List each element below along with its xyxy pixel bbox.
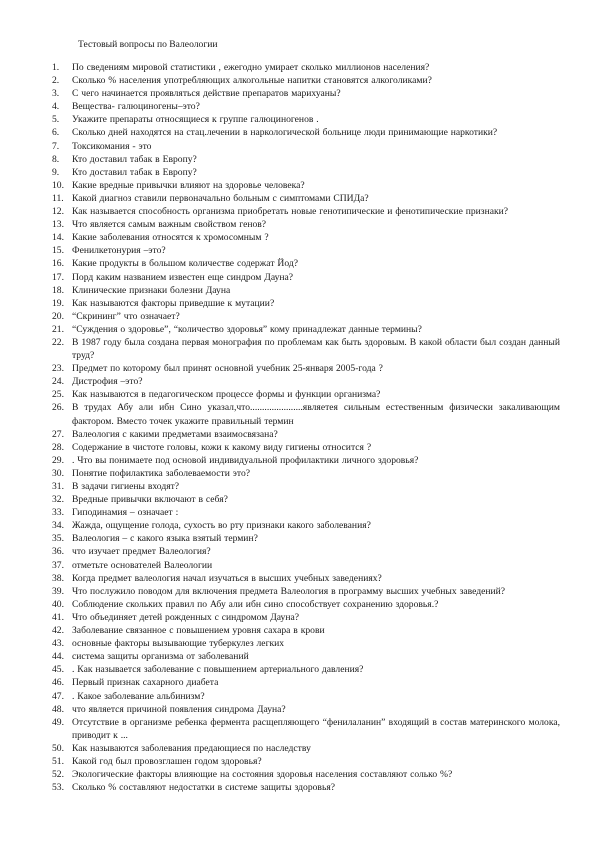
question-text: Жажда, ощущение голода, сухость во рту признаки какого заболевания? [72,520,371,532]
question-text: Валеология с какими предметами взаимосвязана? [72,428,278,440]
question-item [52,205,560,218]
question-text: С чего начинается проявляться действие препаратов марихуаны? [72,88,341,100]
question-number: 13. [52,219,64,231]
question-number: 7. [52,140,60,152]
question-number: 40. [52,598,64,610]
question-text: Как называются заболевания предающиеся по наследству [72,742,311,754]
question-number: 23. [52,363,64,375]
question-item [52,545,560,558]
question-text: По сведениям мировой статистики , ежегодно умирает сколько миллионов населения? [72,62,430,73]
question-number: 1. [52,62,60,73]
question-text: Отсутствие в организме ребенка фермента расщепляющего “фенилаланин” входящий в состав материнского молока, приводит к ... [72,716,560,741]
question-number: 37. [52,559,64,571]
question-item [52,244,560,257]
question-number: 36. [52,546,64,558]
question-text: Кто доставил табак в Европу? [72,153,197,165]
question-text: Как называется способность организма приобретать новые генотипические и фенотипические признаки? [72,206,509,218]
question-text: Фенилкетонурия –это? [72,245,166,257]
question-item [52,401,560,427]
question-item [52,74,560,87]
question-number: 42. [52,625,64,637]
question-number: 16. [52,258,64,270]
question-item [52,663,560,676]
question-item [52,257,560,270]
question-number: 20. [52,310,64,322]
question-text: Первый признак сахарного диабета [72,677,219,689]
question-number: 25. [52,389,64,401]
question-text: Клинические признаки болезни Дауна [72,284,231,296]
question-number: 43. [52,638,64,650]
question-item [52,336,560,362]
question-item [52,388,560,401]
question-number: 52. [52,769,64,781]
question-item [52,441,560,454]
question-number: 32. [52,494,64,506]
question-number: 41. [52,611,64,623]
question-text: Какие заболевания относятся к хромосомным ? [72,232,269,244]
question-item [52,231,560,244]
question-text: Порд каким названием известен еще синдром Дауна? [72,271,294,283]
question-text: . Какое заболевание альбинизм? [72,690,205,702]
question-text: Вредные привычки включают в себя? [72,494,228,506]
question-number: 12. [52,206,64,218]
question-item [52,284,560,297]
question-text: Экологические факторы влияющие на состояния здоровья населения составляют солько %? [72,769,453,781]
question-number: 27. [52,428,64,440]
question-number: 51. [52,755,64,767]
question-item [52,454,560,467]
question-number: 10. [52,179,64,191]
question-text: что изучает предмет Валеология? [72,546,211,558]
question-item [52,703,560,716]
question-text: система защиты организма от заболеваний [72,651,249,663]
question-item [52,87,560,100]
question-text: Что объединяет детей рожденных с синдромом Дауна? [72,611,299,623]
question-number: 34. [52,520,64,532]
question-text: Вещества- галюциногены–это? [72,101,200,113]
question-text: Что послужило поводом для включения предмета Валеология в программу высших учебных заведений? [72,585,506,597]
question-number: 31. [52,481,64,492]
question-number: 8. [52,153,60,165]
question-item [52,572,560,585]
question-text: Понятие пофилактика заболеваемости это? [72,467,251,479]
question-item [52,153,560,166]
question-number: 47. [52,690,64,702]
question-item [52,506,560,519]
question-number: 21. [52,323,64,335]
question-text: Какие продукты в большом количестве содержат Йод? [72,258,298,270]
question-item [52,532,560,545]
question-text: Когда предмет валеология начал изучаться в высших учебных заведениях? [72,572,382,584]
question-number: 24. [52,376,64,388]
question-text: Гиподинамия – означает : [72,507,179,519]
question-number: 4. [52,101,60,113]
question-text: Что является самым важным свойством генов? [72,219,267,231]
question-item [52,166,560,179]
question-number: 9. [52,166,60,178]
question-item [52,690,560,703]
question-number: 11. [52,192,64,204]
question-text: Сколько дней находятся на стац.лечении в наркологической больнице люди принимающие наркотики? [72,127,498,139]
question-text: Сколько % составляют недостатки в системе защиты здоровья? [72,782,335,794]
question-text: основные факторы вызывающие туберкулез легких [72,638,285,650]
question-item [52,362,560,375]
question-number: 38. [52,572,64,584]
question-item [52,179,560,192]
question-item [52,218,560,231]
question-text: Содержание в чистоте головы, кожи к какому виду гигиены относится ? [72,441,372,453]
question-item [52,781,560,794]
question-text: Какой год был провозглашен годом здоровья? [72,755,262,767]
question-item [52,323,560,336]
question-item [52,624,560,637]
question-text: В задачи гигиены входят? [72,481,180,492]
question-item [52,467,560,480]
question-text: В 1987 году была создана первая монография по проблемам как быть здоровым. В какой области был создан данный труд? [72,336,560,362]
question-text: Кто доставил табак в Европу? [72,166,197,178]
question-text: В трудах Абу али ибн Сино указал,что......................являетея сильным естественным физически закаливающим фактором. Вместо точек укажите правильный термин [72,402,560,427]
question-number: 46. [52,677,64,689]
question-number: 33. [52,507,64,519]
question-number: 18. [52,284,64,296]
question-item [52,375,560,388]
question-number: 48. [52,703,64,715]
question-item [52,611,560,624]
question-number: 30. [52,467,64,479]
question-number: 39. [52,585,64,597]
question-list [52,61,560,794]
question-item [52,297,560,310]
question-item [52,100,560,113]
question-number: 5. [52,114,60,126]
question-number: 22. [52,336,64,348]
question-number: 6. [52,127,60,139]
question-item [52,637,560,650]
question-text: . Как называется заболевание с повышением артериального давления? [72,664,364,676]
question-text: Соблюдение скольких правил по Абу али ибн сино способствует сохранению здоровья.? [72,598,439,610]
question-number: 35. [52,533,64,545]
question-item [52,755,560,768]
question-number: 19. [52,297,64,309]
question-text: Валеология – с какого языка взятый термин? [72,533,258,545]
page-title: Тестовый вопросы по Валеологии [78,39,218,50]
question-item [52,126,560,139]
question-item [52,519,560,532]
question-number: 29. [52,454,64,466]
question-item [52,113,560,126]
question-number: 49. [52,716,64,728]
question-number: 44. [52,651,64,663]
question-text: Дистрофия –это? [72,376,143,388]
question-number: 15. [52,245,64,257]
question-item [52,140,560,153]
question-item [52,716,560,742]
question-item [52,493,560,506]
question-text: Как называются в педагогическом процессе формы и функции организма? [72,389,381,401]
question-text: Сколько % населения употребляющих алкогольные напитки становятся алкоголиками? [72,75,432,87]
question-item [52,192,560,205]
question-item [52,428,560,441]
question-number: 50. [52,742,64,754]
question-text: “Скрининг” что означает? [72,310,180,322]
question-item [52,650,560,663]
question-item [52,271,560,284]
question-item [52,480,560,493]
question-text: Заболевание связанное с повышением уровня сахара в крови [72,625,325,637]
question-number: 26. [52,402,64,414]
question-text: “Суждения о здоровье”, “количество здоровья” кому принадлежат данные термины? [72,323,422,335]
question-item [52,585,560,598]
question-number: 53. [52,782,64,794]
question-number: 28. [52,441,64,453]
question-text: Укажите препараты относящиеся к группе галюциногенов . [72,114,319,126]
question-item [52,598,560,611]
question-number: 17. [52,271,64,283]
question-item [52,559,560,572]
question-text: Предмет по которому был принят основной учебник 25-января 2005-года ? [72,363,383,375]
question-number: 2. [52,75,60,87]
question-item [52,742,560,755]
question-text: что является причиной появления синдрома Дауна? [72,703,286,715]
question-item [52,676,560,689]
question-text: отметьте основателей Валеологии [72,559,213,571]
question-item [52,310,560,323]
question-text: Токсикомания - это [72,140,152,152]
question-item [52,61,560,74]
question-text: Какие вредные привычки влияют на здоровье человека? [72,179,305,191]
question-item [52,768,560,781]
question-number: 45. [52,664,64,676]
question-text: . Что вы понимаете под основой индивидуальной профилактики личного здоровья? [72,454,419,466]
question-number: 3. [52,88,60,100]
question-text: Какой диагноз ставили первоначально больным с симптомами СПИДа? [72,192,369,204]
question-number: 14. [52,232,64,244]
question-text: Как называются факторы приведшие к мутации? [72,297,275,309]
